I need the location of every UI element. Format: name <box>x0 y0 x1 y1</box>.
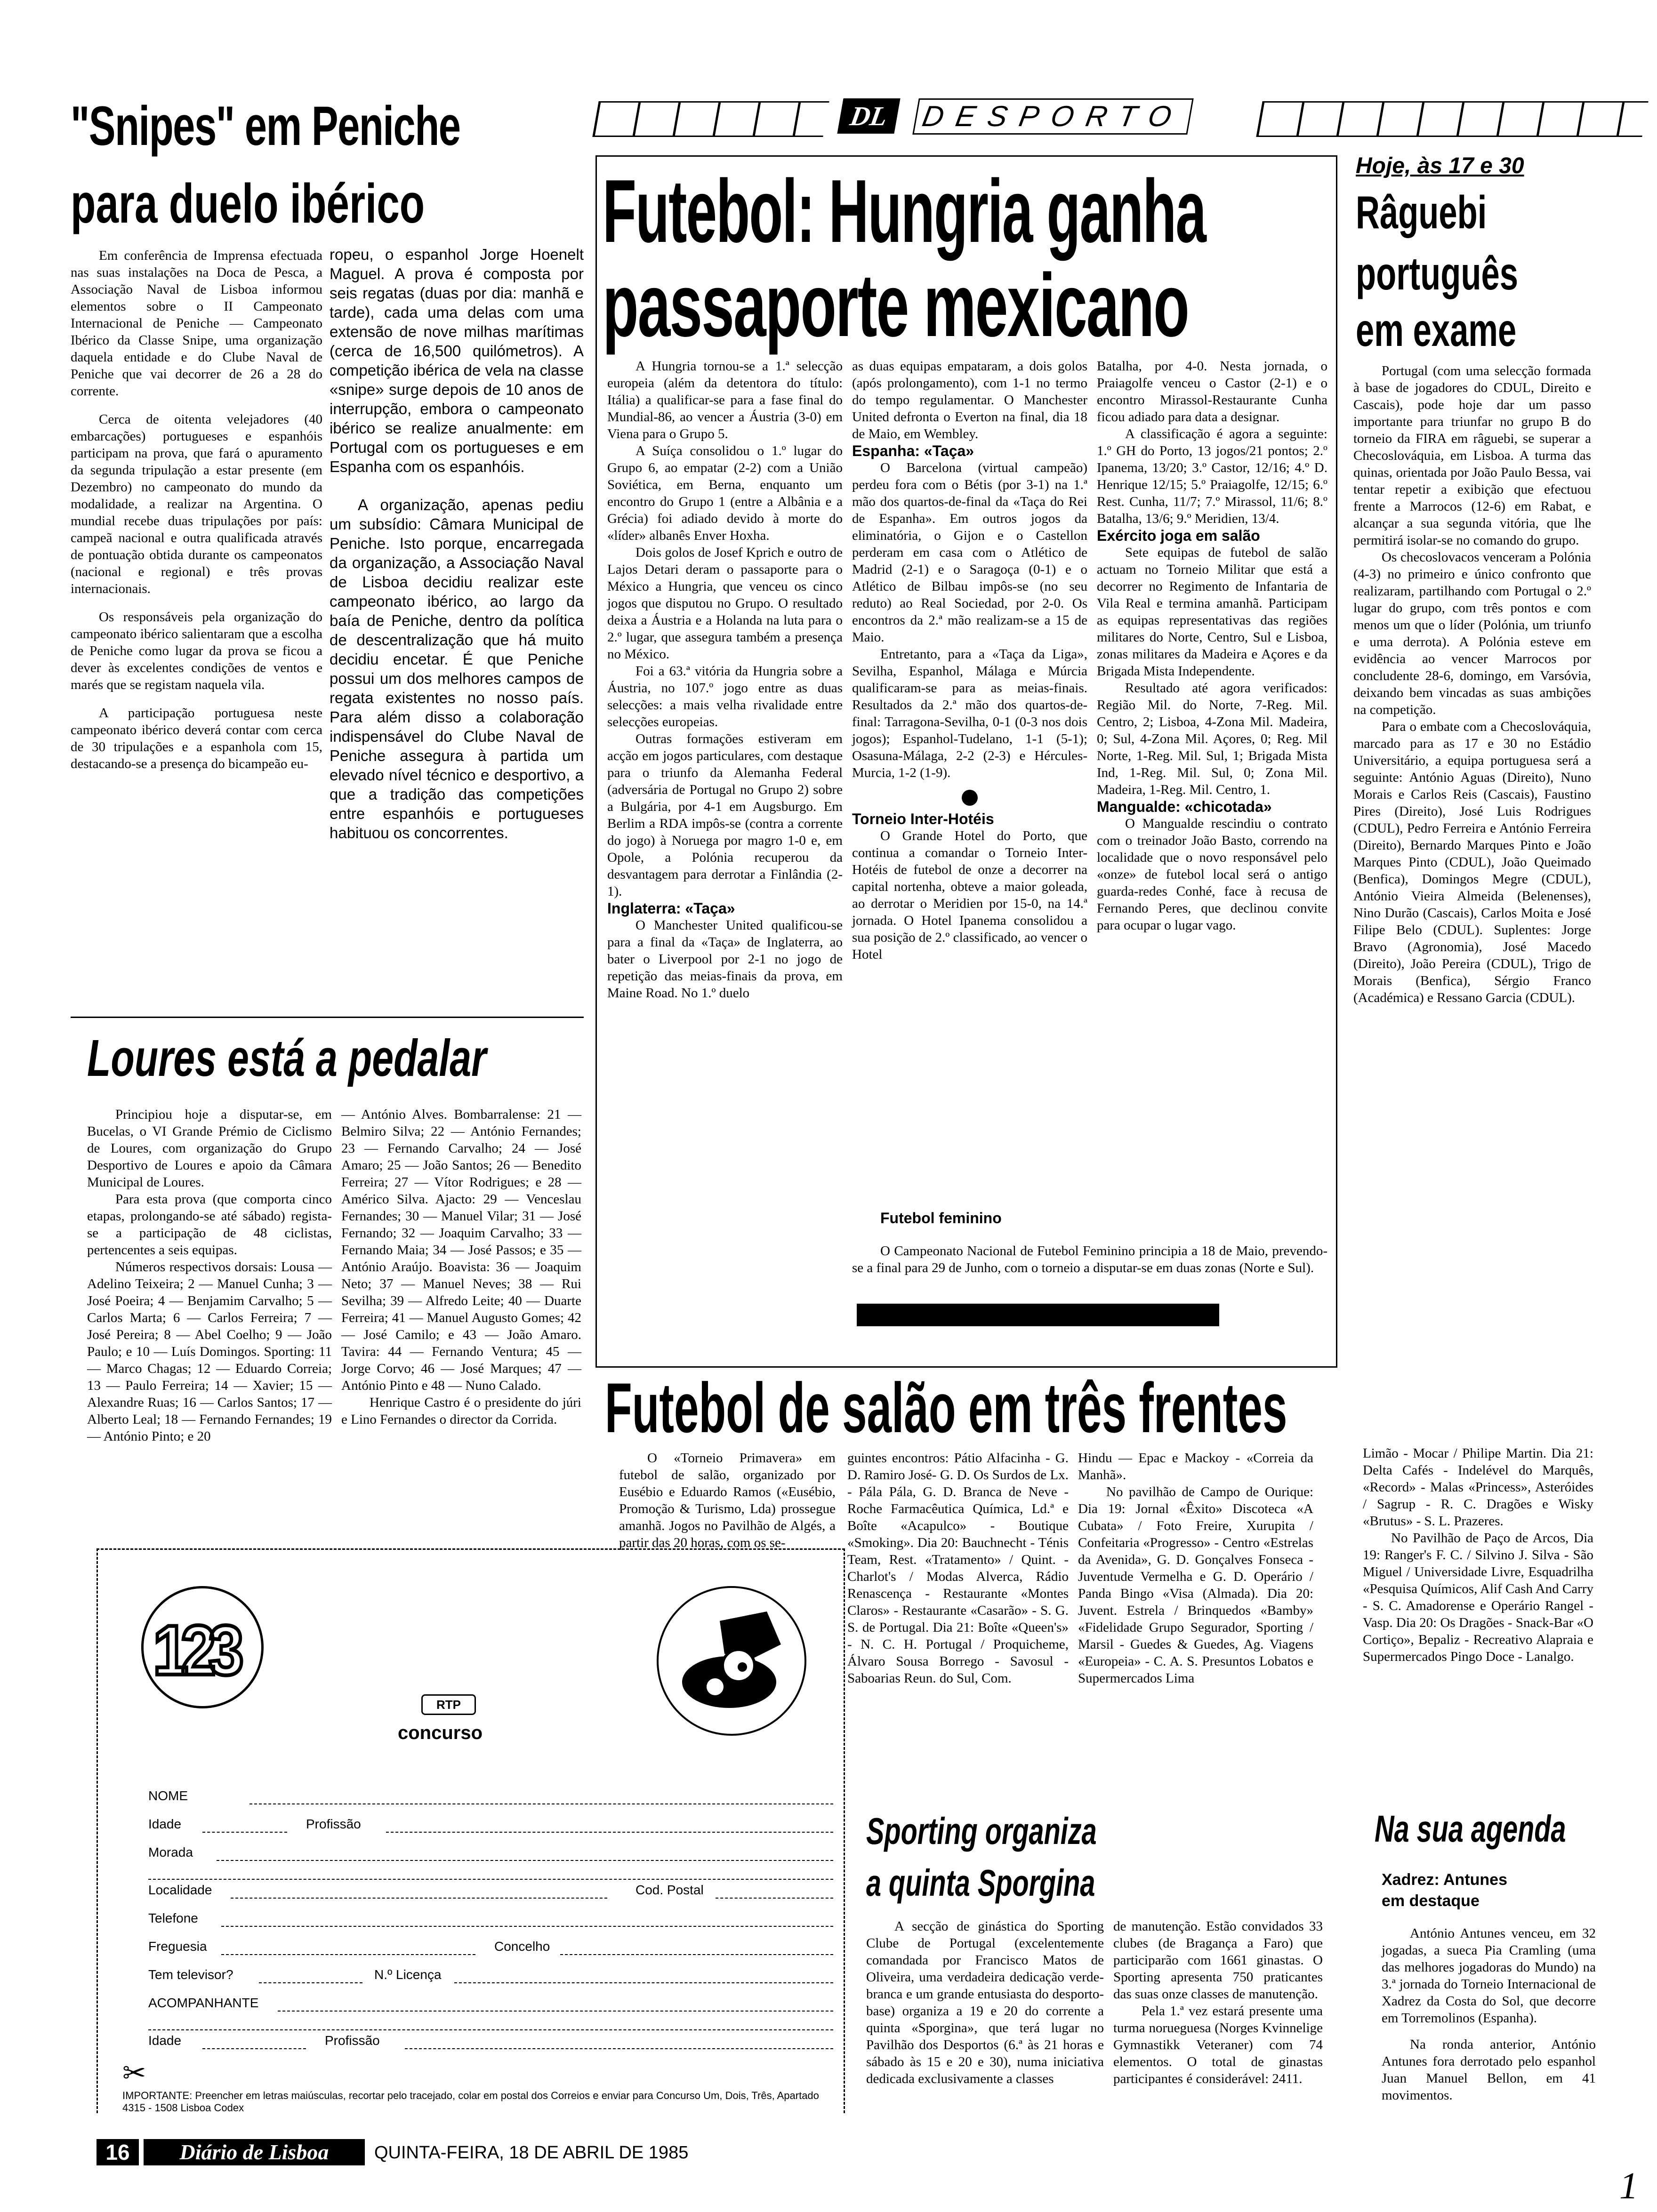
paragraph: Os checoslovacos venceram a Polónia (4-3) no primeiro e único confronto que realizaram, partilhando com Portugal o 2.º lugar do grupo, com três pontos e com menos um que o líder (Polónia, um triunfo e uma derrota). A Polónia esteve em evidência ao vencer Marrocos por concludente 28-6, domingo, em Varsóvia, deixando bem vincadas as suas ambições na competição. <box>1353 550 1591 717</box>
paragraph: as duas equipas empataram, a dois golos (após prolongamento), com 1-1 no termo do tempo regulamentar. O Manchester United defronta o Everton na final, dia 18 de Maio, em Wembley. <box>852 359 1087 441</box>
snipes-col1 <box>71 247 322 772</box>
paragraph: Pela 1.ª vez estará presente uma turma norueguesa (Norges Kvinnelige Gymnastikk Veteraner) com 74 elementos. O total de ginastas participantes é considerável: 2411. <box>1113 2004 1323 2086</box>
paragraph: Números respectivos dorsais: Lousa — Adelino Teixeira; 2 — Manuel Cunha; 3 — José Poeira; 4 — Benjamim Carvalho; 5 — Carlos Marta; 6 — Carlos Ferreira; 7 — José Pereira; 8 — Abel Coelho; 9 — João Paulo; e 10 — Luís Domingos. Sporting: 11 — Marco Chagas; 12 — Eduardo Correia; 13 — Paulo Ferreira; 14 — Xavier; 15 — Alexandre Ruas; 16 — Carlos Santos; 17 — Alberto Leal; 18 — Fernando Fernandes; 19 — António Pinto; e 20 <box>87 1259 332 1444</box>
field-televisor-label: Tem televisor? <box>148 1967 233 1982</box>
rtp-logo: RTP <box>421 1694 476 1715</box>
paragraph: ropeu, o espanhol Jorge Hoenelt Maguel. A prova é composta por seis regatas (duas por dia: manhã e tarde), cada uma delas com uma extensão de nove milhas marítimas (cerca de 16,500 quilómetros). A competição ibérica de vela na classe «snipe» surge depois de 10 anos de interrupção, embora o campeonato ibérico se realize anualmente: em Portugal com os portugueses e em Espanha com os espanhóis. <box>330 246 584 475</box>
divider <box>71 1017 584 1018</box>
footer <box>97 2139 850 2167</box>
field-nome-input[interactable] <box>249 1803 833 1804</box>
sporting-headline-1: Sporting organiza <box>866 1810 1097 1852</box>
coupon <box>97 1548 845 2113</box>
black-bar <box>857 1304 1219 1326</box>
issue-date: QUINTA-FEIRA, 18 DE ABRIL DE 1985 <box>374 2143 689 2163</box>
bullet-dot-icon <box>962 790 978 806</box>
field-profissao-input[interactable] <box>386 1832 833 1833</box>
field-concelho-input[interactable] <box>560 1954 833 1955</box>
paragraph: O Barcelona (virtual campeão) perdeu fora com o Bétis (por 3-1) na 1.ª mão dos quartos-de-final da «Taça do Rei de Espanha». Em outros jogos da eliminatória, o Gijon e o Castellon perderam em casa com o Atlético de Madrid (2-1) e o Saragoça (0-1) e o Atlético de Bilbau impôs-se (no seu reduto) ao Real Sociedad, por 2-0. Os encontros da 2.ª mão realizam-se a 15 de Maio. <box>852 460 1087 645</box>
section-title: DESPORTO <box>912 98 1193 135</box>
hungria-col2 <box>852 358 1087 963</box>
salao-headline: Futebol de salão em três frentes <box>605 1368 1287 1447</box>
subheading: Exército joga em salão <box>1097 527 1260 544</box>
hungria-col3 <box>1097 358 1327 934</box>
field-localidade-label: Localidade <box>148 1883 212 1897</box>
hungria-col1 <box>607 358 843 1002</box>
snipes-headline-1: "Snipes" em Peniche <box>71 95 460 157</box>
salao-col1 <box>619 1450 836 1551</box>
salao-col4 <box>1363 1445 1593 1665</box>
subheading: Espanha: «Taça» <box>852 442 974 459</box>
paragraph: Para o embate com a Checoslováquia, marcado para as 17 e 30 no Estádio Universitário, a equipa portuguesa será a seguinte: António Aguas (Direito), Nuno Morais e Carlos Reis (Cascais), Faustino Pires (Direito), José Luis Rodrigues (CDUL), Pedro Ferreira e António Ferreira (Direito), Bernardo Marques Pinto e João Marques Pinto (CDUL), João Queimado (Benfica), Domingos Megre (CDUL), António Vieira Almeida (Belenenses), Nino Durão (Cascais), Carlos Moita e José Filipe Belo (CDUL). Suplentes: Jorge Bravo (Agronomia), José Macedo (Direito), João Pereira (CDUL), Trigo de Morais (Benfica), Sérgio Franco (Académica) e Ressano Garcia (CDUL). <box>1353 719 1591 1005</box>
paragraph: Na ronda anterior, António Antunes fora derrotado pelo espanhol Juan Manuel Bellon, em 41 movimentos. <box>1382 2037 1596 2103</box>
agenda-headline: Na sua agenda <box>1375 1808 1566 1850</box>
field-acompanhante-extra-input[interactable] <box>148 2029 833 2030</box>
field-profissao2-input[interactable] <box>405 2048 833 2049</box>
fem-text <box>852 1242 1327 1276</box>
paragraph: Limão - Mocar / Philipe Martin. Dia 21: Delta Cafés - Indelével do Marquês, «Record» - Malas «Princess», Asteróides / Sagrup - R. C. Dragões e Wisky «Brutus» - S. L. Prazeres. <box>1363 1446 1593 1529</box>
paragraph: Outras formações estiveram em acção em jogos particulares, com destaque para o triunfo da Alemanha Federal (adversária de Portugal no Grupo 2) sobre a Bulgária, por 4-1 em Augsburgo. Em Berlim a RDA impôs-se (contra a corrente do jogo) à Noruega por magro 1-0 e, em Opole, a Polónia recuperou da desvantagem para derrotar a Finlândia (2-1). <box>607 731 843 899</box>
paragraph: O Manchester United qualificou-se para a final da «Taça» de Inglaterra, ao bater o Liverpool por 2-1 no jogo de repetição das meias-finais da prova, em Maine Road. No 1.º duelo <box>607 918 843 1001</box>
paragraph: A Suíça consolidou o 1.º lugar do Grupo 6, ao empatar (2-2) com a União Soviética, em Berna, enquanto um encontro do Grupo 1 (entre a Albânia e a Grécia) foi adiado devido à morte do «líder» albanês Enver Hoxha. <box>607 443 843 543</box>
field-profissao2-label: Profissão <box>325 2033 380 2048</box>
field-licenca-label: N.º Licença <box>374 1967 442 1982</box>
paragraph: No Pavilhão de Paço de Arcos, Dia 19: Ranger's F. C. / Silvino J. Silva - São Miguel / Universidade Livre, Esquadrilha «Pesquisa Químicos, Alif Cash And Carry - S. C. Amadorense e Operário Rangel - Vasp. Dia 20: Os Dragões - Snack-Bar «O Cortiço», Bepaliz - Recreativo Alapraia e Supermercados Pingo Doce - Lanalgo. <box>1363 1531 1593 1664</box>
corner-mark: 1 <box>1619 2165 1638 2207</box>
raguebi-body <box>1353 362 1591 1006</box>
field-morada-extra-input[interactable] <box>148 1879 833 1880</box>
raguebi-headline-3: em exame <box>1356 304 1517 356</box>
salao-col3 <box>1078 1450 1313 1687</box>
paragraph: Os responsáveis pela organização do campeonato ibérico salientaram que a escolha de Peniche como lugar da prova se ficou a dever às excelentes condições de ventos e marés que se registam naquela vila. <box>71 609 322 692</box>
paragraph: A organização, apenas pediu um subsídio: Câmara Municipal de Peniche. Isto porque, encarregada da organização, a Associação Naval de Lisboa decidiu realizar este campeonato ibérico, ao largo da baía de Peniche, dentro da política de descentralização que há muito decidiu encetar. É que Peniche possui um dos melhores campos de regata existentes no nosso país. Para além disso a colaboração indispensável do Clube Naval de Peniche assegura à partida um elevado nível técnico e desportivo, a que a tradição das competições entre espanhóis e portugueses habituou os concorrentes. <box>330 496 584 842</box>
field-telefone-input[interactable] <box>221 1926 833 1927</box>
sporting-col2 <box>1113 1918 1323 2087</box>
paragraph: Portugal (com uma selecção formada à base de jogadores do CDUL, Direito e Cascais), pode hoje dar um passo importante para triunfar no grupo B do torneio da FIRA em râguebi, se superar a Checoslováquia, em Lisboa. A turma das quinas, orientada por João Paulo Bessa, vai tentar repetir a exibição que efectuou frente a Marrocos (12-6) em Rabat, e alcançar a sua segunda vitória, que lhe permitirá isolar-se no comando do grupo. <box>1353 363 1591 548</box>
field-nome-label: NOME <box>148 1788 188 1803</box>
salao-col2 <box>847 1450 1069 1687</box>
subheading: Torneio Inter-Hotéis <box>852 810 994 827</box>
field-idade2-label: Idade <box>148 2033 182 2048</box>
field-codpostal-label: Cod. Postal <box>635 1883 704 1897</box>
field-idade2-input[interactable] <box>202 2048 306 2049</box>
raguebi-headline-2: português <box>1356 248 1518 299</box>
subheading: Mangualde: «chicotada» <box>1097 798 1272 815</box>
paragraph: Cerca de oitenta velejadores (40 embarcações) portugueses e espanhóis participam na prova, que fará o apuramento da segunda tripulação a estar presente (em Dezembro) no campeonato do mundo da modalidade, a realizar na Argentina. O mundial recebe duas tripulações por país: campeã nacional e outra qualificada através de pontuação obtida durante os campeonatos (nacional e regional) e três provas internacionais. <box>71 412 322 596</box>
paragraph: Para esta prova (que comporta cinco etapas, prolongando-se até sábado) regista-se a participação de 48 ciclistas, pertencentes a seis equipas. <box>87 1192 332 1258</box>
field-freguesia-input[interactable] <box>221 1954 475 1955</box>
snipes-col2 <box>330 245 584 842</box>
mascot-icon <box>657 1586 806 1736</box>
paragraph: Principiou hoje a disputar-se, em Bucelas, o VI Grande Prémio de Ciclismo de Loures, com organização do Grupo Desportivo de Loures e apoio da Câmara Municipal de Loures. <box>87 1107 332 1190</box>
paragraph: A Hungria tornou-se a 1.ª selecção europeia (além da detentora do título: Itália) a qualificar-se para a fase final do Mundial-86, ao vencer a Áustria (3-0) em Viena para o Grupo 5. <box>607 359 843 441</box>
section-logo: DL <box>837 98 901 134</box>
hungria-headline-1: Futebol: Hungria ganha <box>603 161 1206 261</box>
paragraph: A classificação é agora a seguinte: 1.º GH do Porto, 13 jogos/21 pontos; 2.º Ipanema, 13/20; 3.º Castor, 12/16; 4.º D. Henrique 12/15; 5.º Praiagolfe, 12/15; 6.º Rest. Cunha, 11/7; 7.º Mirassol, 11/6; 8.º Batalha, 13/6; 9.º Meridien, 13/4. <box>1097 426 1327 526</box>
field-concelho-label: Concelho <box>494 1939 550 1954</box>
paragraph: O Mangualde rescindiu o contrato com o treinador João Basto, correndo na localidade que o novo responsável pelo «onze» de futebol local será o antigo guarda-redes Conhé, face à recusa de Fernando Peres, que declinou convite para ocupar o lugar vago. <box>1097 816 1327 933</box>
field-licenca-input[interactable] <box>454 1982 833 1983</box>
page-number: 16 <box>97 2139 139 2165</box>
paragraph: — António Alves. Bombarralense: 21 — Belmiro Silva; 22 — António Fernandes; 23 — Fernando Carvalho; 24 — José Amaro; 25 — João Santos; 26 — Benedito Ferreira; 27 — Vítor Rodrigues; e 28 — Américo Silva. Ajacto: 29 — Venceslau Fernandes; 30 — Manuel Vilar; 31 — José Fernando; 32 — Joaquim Carvalho; 33 — Fernando Maia; 34 — José Passos; e 35 — António Araújo. Boavista: 36 — Joaquim Neto; 37 — Manuel Neves; 38 — Rui Sevilha; 39 — Alfredo Leite; 40 — Duarte Ferreira; 41 — Manuel Augusto Gomes; 42 — José Camilo; e 43 — João Amaro. Tavira: 44 — Fernando Ventura; 45 — Jorge Corvo; 46 — José Marques; 47 — António Pinto e 48 — Nuno Calado. <box>341 1107 581 1393</box>
paragraph: Henrique Castro é o presidente do júri e Lino Fernandes o director da Corrida. <box>341 1395 581 1427</box>
paragraph: Sete equipas de futebol de salão actuam no Torneio Militar que está a decorrer no Regimento de Infantaria de Vila Real e termina amanhã. Participam as equipas representativas das regiões militares do Norte, Centro, Sul e Lisboa, zonas militares da Madeira e Açores e da Brigada Mista Independente. <box>1097 545 1327 679</box>
paragraph: A secção de ginástica do Sporting Clube de Portugal (excelentemente comandada por Francisco Matos de Oliveira, uma verdadeira dedicação verde-branca e um grande entusiasta do desporto-base) organiza a 19 e 20 do corrente a quinta «Sporgina», que terá lugar no Pavilhão dos Desportos (6.ª às 21 horas e sábado às 15 e 20 e 30), numa iniciativa dedicada exclusivamente a classes <box>866 1919 1104 2086</box>
hungria-headline-2: passaporte mexicano <box>603 256 1189 355</box>
scissors-icon: ✂ <box>122 2057 146 2089</box>
field-morada-label: Morada <box>148 1845 193 1859</box>
field-morada-input[interactable] <box>217 1860 833 1861</box>
field-idade-input[interactable] <box>202 1832 287 1833</box>
paragraph: guintes encontros: Pátio Alfacinha - G. D. Ramiro José- G. D. Os Surdos de Lx. - Pála Pála, G. D. Branca de Neve - Roche Farmacêutica Química, Ld.ª e Boîte «Acapulco» - Boutique «Smoking». Dia 20: Bauchnecht - Ténis Team, Rest. «Tratamento» / Quint. - Charlot's / Modas Alverca, Rádio Renascença - Restaurante «Montes Claros» - Restaurante «Casarão» - S. G. S. de Portugal. Dia 21: Boîte «Queen's» - N. C. H. Portugal / Proquicheme, Álvaro Sousa Borrego - Savosul - Saboarias Reun. do Sul, Com. <box>847 1451 1069 1686</box>
logo-123-text: 123 <box>153 1611 236 1690</box>
important-note: IMPORTANTE: Preencher em letras maiúsculas, recortar pelo tracejado, colar em postal dos Correios e enviar para Concurso Um, Dois, Três, Apartado 4315 - 1508 Lisboa Codex <box>122 2090 819 2114</box>
field-telefone-label: Telefone <box>148 1911 198 1925</box>
loures-headline: Loures está a pedalar <box>87 1029 487 1087</box>
field-acompanhante-input[interactable] <box>278 2011 833 2012</box>
paragraph: No pavilhão de Campo de Ourique: Dia 19: Jornal «Êxito» Discoteca «A Cubata» / Foto Freire, Xurupita / Confeitaria «Progresso» - Centro «Estrelas da Avenida», G. D. Gonçalves Fonseca - Juventude Vermelha e G. D. Operário / Panda Bingo «Visa (Almada). Dia 20: Juvent. Estrela / Brinquedos «Bamby» «Fidelidade Grupo Segurador, Sporting / Marsil - Guedes & Guedes, Ag. Viagens «Europeia» - C. A. S. Presuntos Lobatos e Supermercados Lima <box>1078 1484 1313 1686</box>
field-profissao-label: Profissão <box>306 1817 361 1831</box>
raguebi-kicker: Hoje, às 17 e 30 <box>1356 153 1524 178</box>
agenda-sub-2: em destaque <box>1382 1892 1480 1910</box>
loures-col2 <box>341 1106 581 1428</box>
field-idade-label: Idade <box>148 1817 182 1831</box>
field-freguesia-label: Freguesia <box>148 1939 207 1954</box>
paragraph: O Campeonato Nacional de Futebol Feminino principia a 18 de Maio, prevendo-se a final para 29 de Junho, com o torneio a disputar-se em duas zonas (Norte e Sul). <box>852 1243 1327 1275</box>
paragraph: O Grande Hotel do Porto, que continua a comandar o Torneio Inter-Hotéis de futebol de onze a decorrer na capital nortenha, obteve a maior goleada, ao derrotar o Meridien por 15-0, na 14.ª jornada. O Hotel Ipanema consolidou a sua posição de 2.º classificado, ao vencer o Hotel <box>852 828 1087 962</box>
paragraph: Dois golos de Josef Kprich e outro de Lajos Detari deram o passaporte para o México a Hungria, que venceu os cinco jogos que disputou no Grupo. O resultado deixa a Áustria e a Holanda na luta para o 2.º lugar, que assegura também a presença no México. <box>607 545 843 662</box>
paragraph: A participação portuguesa neste campeonato ibérico deverá contar com cerca de 30 tripulações e a espanhola com 15, destacando-se a presença do bicampeão eu- <box>71 705 322 771</box>
paragraph: Entretanto, para a «Taça da Liga», Sevilha, Espanhol, Málaga e Múrcia qualificaram-se para as meias-finais. Resultados da 2.ª mão dos quartos-de-final: Tarragona-Sevilha, 0-1 (0-3 nos dois jogos); Espanhol-Tudelano, 1-1 (5-1); Osasuna-Málaga, 2-2 (2-3) e Hércules-Murcia, 1-2 (1-9). <box>852 647 1087 780</box>
masthead: Diário de Lisboa <box>144 2139 365 2165</box>
field-codpostal-input[interactable] <box>716 1898 833 1899</box>
field-acompanhante-label: ACOMPANHANTE <box>148 1996 259 2010</box>
agenda-sub-1: Xadrez: Antunes <box>1382 1871 1508 1889</box>
section-header <box>595 92 1657 144</box>
raguebi-headline-1: Râguebi <box>1356 186 1487 238</box>
paragraph: Batalha, por 4-0. Nesta jornada, o Praiagolfe venceu o Castor (2-1) e o encontro Mirassol-Restaurante Cunha ficou adiado para data a designar. <box>1097 359 1327 425</box>
paragraph: António Antunes venceu, em 32 jogadas, a sueca Pia Cramling (uma das melhores jogadoras do Mundo) na 3.ª jornada do Torneio Internacional de Xadrez da Costa do Sol, que decorre em Torremolinos (Espanha). <box>1382 1926 1596 2026</box>
subheading: Inglaterra: «Taça» <box>607 900 735 917</box>
paragraph: Resultado até agora verificados: Região Mil. do Norte, 7-Reg. Mil. Centro, 2; Lisboa, 4-Zona Mil. Madeira, 0; Sul, 4-Zona Mil. Açores, 0; Reg. Mil Norte, 1-Reg. Mil. Sul, 1; Brigada Mista Ind, 1-Reg. Mil. Sul, 0; Zona Mil. Madeira, 1-Reg. Mil. Centro, 1. <box>1097 681 1327 797</box>
sporting-col1 <box>866 1918 1104 2087</box>
field-televisor-input[interactable] <box>259 1982 362 1983</box>
sporting-headline-2: a quinta Sporgina <box>866 1862 1095 1904</box>
paragraph: Em conferência de Imprensa efectuada nas suas instalações na Doca de Pesca, a Associação Naval de Lisboa informou elementos sobre o II Campeonato Internacional de Peniche — Campeonato Ibérico da Classe Snipe, uma organização daquela entidade e do Clube Naval de Peniche que vai decorrer de 26 a 28 do corrente. <box>71 248 322 399</box>
agenda-body <box>1382 1925 1596 2104</box>
logo-123 <box>141 1586 264 1708</box>
loures-col1 <box>87 1106 332 1445</box>
snipes-headline-2: para duelo ibérico <box>71 173 425 235</box>
paragraph: Hindu — Epac e Mackoy - «Correia da Manhã». <box>1078 1451 1313 1483</box>
paragraph: O «Torneio Primavera» em futebol de salão, organizado por Eusébio e Eduardo Ramos («Eusébio, Promoção & Turismo, Lda) prossegue amanhã. Jogos no Pavilhão de Algés, a partir das 20 horas, com os se- <box>619 1451 836 1550</box>
paragraph: Foi a 63.ª vitória da Hungria sobre a Áustria, no 107.º jogo entre as duas selecções: a mais velha rivalidade entre selecções europeias. <box>607 664 843 729</box>
fem-subheading: Futebol feminino <box>880 1210 1002 1226</box>
paragraph: de manutenção. Estão convidados 33 clubes (de Bragança a Faro) que participarão com 1661 ginastas. O Sporting apresenta 750 praticantes das suas onze classes de manutenção. <box>1113 1919 1323 2002</box>
concurso-label: concurso <box>398 1723 483 1743</box>
field-localidade-input[interactable] <box>231 1898 607 1899</box>
